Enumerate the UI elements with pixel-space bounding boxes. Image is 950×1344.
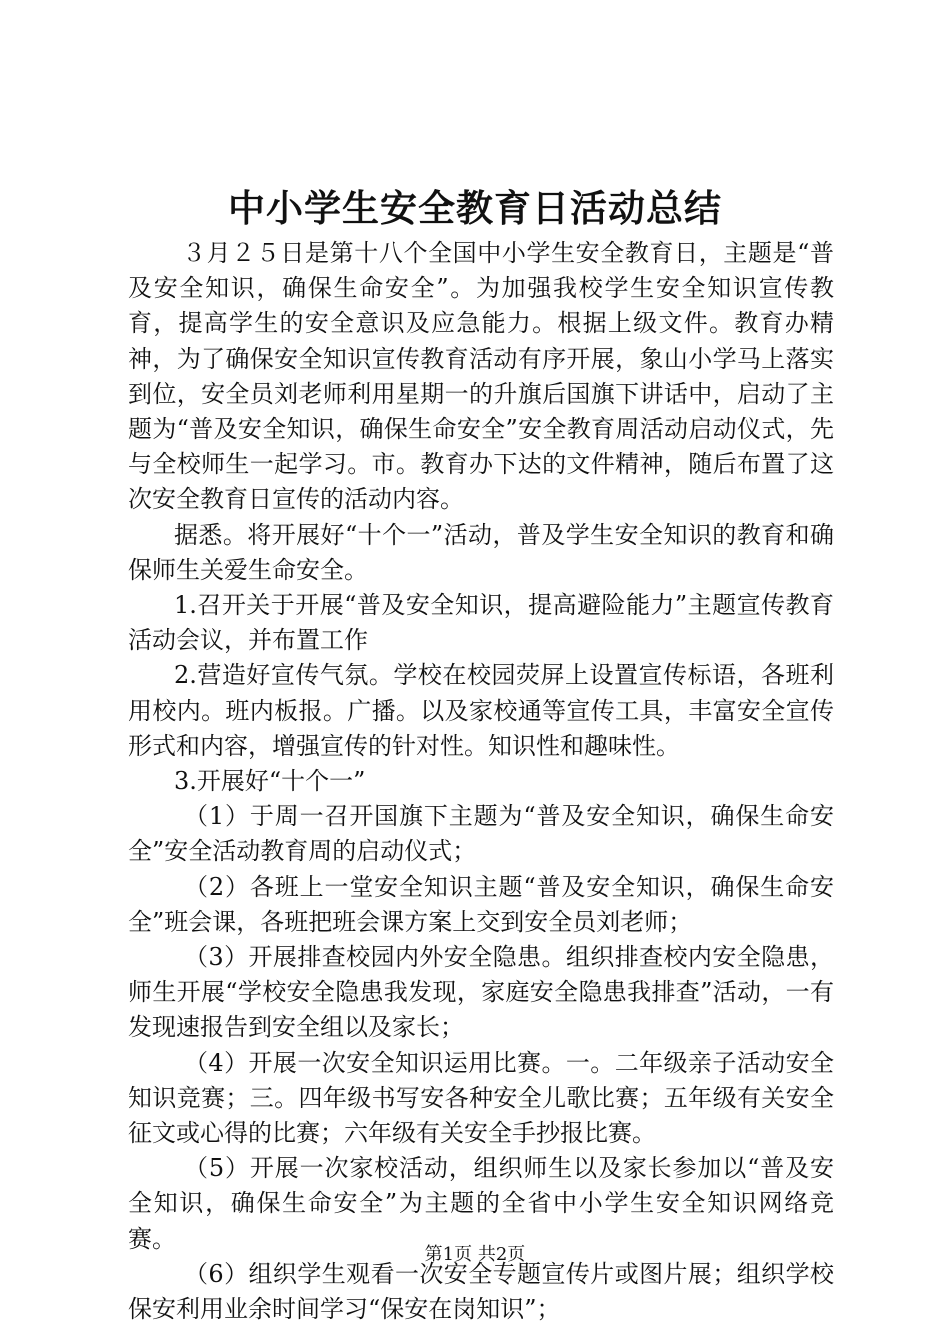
paragraph-item-3: 3.开展好“十个一” bbox=[174, 767, 366, 796]
paragraph-sub-item-2: （2）各班上一堂安全知识主题“普及安全知识，确保生命安全”班会课，各班把班会课方案上交到安全员刘老师； bbox=[128, 872, 834, 936]
paragraph-sub-item-6: （6）组织学生观看一次安全专题宣传片或图片展；组织学校保安利用业余时间学习“保安在岗知识”； bbox=[128, 1259, 834, 1324]
document-body bbox=[128, 236, 834, 1327]
paragraph-sub-item-4: （4）开展一次安全知识运用比赛。一。二年级亲子活动安全知识竞赛；三。四年级书写安各种安全儿歌比赛；五年级有关安全征文或心得的比赛；六年级有关安全手抄报比赛。 bbox=[128, 1048, 834, 1148]
paragraph-overview: 据悉。将开展好“十个一”活动，普及学生安全知识的教育和确保师生关爱生命安全。 bbox=[128, 520, 834, 584]
paragraph-item-2: 2.营造好宣传气氛。学校在校园荧屏上设置宣传标语，各班利用校内。班内板报。广播。以及家校通等宣传工具，丰富安全宣传形式和内容，增强宣传的针对性。知识性和趣味性。 bbox=[128, 661, 834, 760]
paragraph-sub-item-1: （1）于周一召开国旗下主题为“普及安全知识，确保生命安全”安全活动教育周的启动仪式； bbox=[128, 802, 834, 866]
paragraph-sub-item-5: （5）开展一次家校活动，组织师生以及家长参加以“普及安全知识，确保生命安全”为主题的全省中小学生安全知识网络竞赛。 bbox=[128, 1154, 834, 1253]
page-number-footer: 第1页 共2页 bbox=[424, 1244, 526, 1265]
paragraph-intro: ３月２５日是第十八个全国中小学生安全教育日，主题是“普及安全知识，确保生命安全”。为加强我校学生安全知识宣传教育，提高学生的安全意识及应急能力。根据上级文件。教育办精神，为了确保安全知识宣传教育活动有序开展，象山小学马上落实到位，安全员刘老师利用星期一的升旗后国旗下讲话中，启动了主题为“普及安全知识，确保生命安全”安全教育周活动启动仪式，先与全校师生一起学习。市。教育办下达的文件精神，随后布置了这次安全教育日宣传的活动内容。 bbox=[128, 239, 834, 514]
paragraph-item-1: 1.召开关于开展“普及安全知识，提高避险能力”主题宣传教育活动会议，并布置工作 bbox=[128, 591, 834, 655]
document-title: 中小学生安全教育日活动总结 bbox=[228, 186, 722, 230]
paragraph-sub-item-3: （3）开展排查校园内外安全隐患。组织排查校内安全隐患，师生开展“学校安全隐患我发现，家庭安全隐患我排查”活动，一有发现速报告到安全组以及家长； bbox=[128, 943, 834, 1042]
